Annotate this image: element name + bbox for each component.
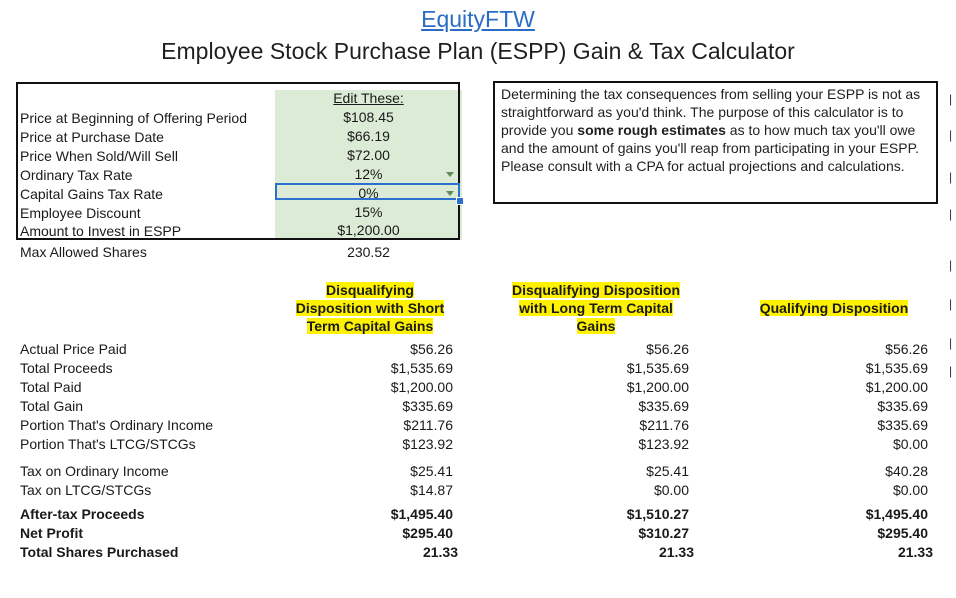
label-ordinary-income-portion: Portion That's Ordinary Income — [20, 417, 214, 433]
cell-col1-total-paid: $1,200.00 — [390, 379, 453, 395]
cell-col3-tax-ltcg: $0.00 — [892, 482, 928, 498]
cell-col1-actual-price: $56.26 — [410, 341, 453, 357]
equityftw-link[interactable]: EquityFTW — [421, 6, 535, 32]
cell-col3-ltcg-portion: $0.00 — [892, 436, 928, 452]
cell-col1-tax-ltcg: $14.87 — [410, 482, 453, 498]
label-price-beginning: Price at Beginning of Offering Period — [20, 110, 247, 126]
cell-col3-ordinary-portion: $335.69 — [877, 417, 928, 433]
column-header-qualifying: Qualifying Disposition — [759, 300, 909, 316]
cell-col1-after-tax: $1,495.40 — [390, 506, 453, 522]
cell-col2-ordinary-portion: $211.76 — [639, 417, 689, 433]
cell-col1-net-profit: $295.40 — [402, 525, 453, 541]
description-text-end: as to how much tax you'll owe and the amount of gains you'll reap from participating in your ESPP. Please consult with a CPA for actual projections and calculations. — [501, 122, 919, 174]
edit-these-label: Edit These: — [333, 90, 404, 106]
cell-col3-total-shares: 21.33 — [897, 544, 933, 560]
cell-col2-actual-price: $56.26 — [646, 341, 689, 357]
value-max-shares: 230.52 — [347, 244, 390, 260]
input-price-sold[interactable]: $72.00 — [347, 147, 390, 163]
clipped-right-edge: | — [949, 207, 953, 221]
clipped-right-edge: | — [949, 128, 953, 142]
label-capital-gains-tax: Capital Gains Tax Rate — [20, 186, 163, 202]
label-total-gain: Total Gain — [20, 398, 84, 414]
cell-col2-tax-ltcg: $0.00 — [653, 482, 689, 498]
cell-col3-total-paid: $1,200.00 — [865, 379, 928, 395]
label-employee-discount: Employee Discount — [20, 205, 141, 221]
cell-col3-total-gain: $335.69 — [877, 398, 928, 414]
cell-col2-tax-ordinary: $25.41 — [646, 463, 689, 479]
label-ltcg-stcg-portion: Portion That's LTCG/STCGs — [20, 436, 196, 452]
label-total-paid: Total Paid — [20, 379, 82, 395]
cell-col1-ordinary-portion: $211.76 — [403, 417, 453, 433]
chevron-down-icon[interactable] — [446, 191, 454, 196]
column-header-short-term: Disqualifying Disposition with Short Term Capital Gains — [295, 282, 445, 334]
clipped-right-edge: | — [949, 258, 953, 272]
cell-col2-total-gain: $335.69 — [638, 398, 689, 414]
cell-col3-tax-ordinary: $40.28 — [885, 463, 928, 479]
description-box — [493, 81, 938, 204]
clipped-right-edge: | — [949, 336, 953, 350]
cell-col3-net-profit: $295.40 — [877, 525, 928, 541]
cell-col3-total-proceeds: $1,535.69 — [865, 360, 928, 376]
selected-cell-outline — [275, 183, 460, 200]
label-net-profit: Net Profit — [20, 525, 83, 541]
input-employee-discount[interactable]: 15% — [354, 204, 383, 220]
clipped-right-edge: | — [949, 92, 953, 106]
description-text: Determining the tax consequences from selling your ESPP is not as straightforward as you'd think. The purpose of this calculator is to provide you — [501, 86, 921, 138]
label-total-shares: Total Shares Purchased — [20, 544, 179, 560]
label-price-purchase: Price at Purchase Date — [20, 129, 164, 145]
cell-col1-total-proceeds: $1,535.69 — [390, 360, 453, 376]
label-tax-ltcg: Tax on LTCG/STCGs — [20, 482, 152, 498]
cell-col3-actual-price: $56.26 — [885, 341, 928, 357]
page-title: Employee Stock Purchase Plan (ESPP) Gain & Tax Calculator — [161, 38, 795, 64]
cell-col2-ltcg-portion: $123.92 — [638, 436, 689, 452]
clipped-right-edge: | — [949, 170, 953, 184]
cell-col1-tax-ordinary: $25.41 — [410, 463, 453, 479]
cell-col2-total-proceeds: $1,535.69 — [626, 360, 689, 376]
cell-col2-total-paid: $1,200.00 — [626, 379, 689, 395]
label-after-tax-proceeds: After-tax Proceeds — [20, 506, 145, 522]
cell-col2-net-profit: $310.27 — [638, 525, 689, 541]
cell-col1-total-shares: 21.33 — [422, 544, 458, 560]
clipped-right-edge: | — [949, 297, 953, 311]
cell-col2-total-shares: 21.33 — [658, 544, 694, 560]
chevron-down-icon[interactable] — [446, 172, 454, 177]
clipped-right-edge: | — [949, 364, 953, 378]
description-bold: some rough estimates — [577, 122, 726, 138]
cell-col2-after-tax: $1,510.27 — [626, 506, 689, 522]
label-price-sold: Price When Sold/Will Sell — [20, 148, 178, 164]
cell-col3-after-tax: $1,495.40 — [865, 506, 928, 522]
label-ordinary-tax: Ordinary Tax Rate — [20, 167, 133, 183]
label-amount-invest: Amount to Invest in ESPP — [20, 223, 182, 239]
input-price-purchase[interactable]: $66.19 — [347, 128, 390, 144]
select-ordinary-tax[interactable]: 12% — [354, 166, 383, 182]
column-header-long-term: Disqualifying Disposition with Long Term Capital Gains — [511, 282, 680, 334]
label-actual-price-paid: Actual Price Paid — [20, 341, 127, 357]
label-tax-ordinary: Tax on Ordinary Income — [20, 463, 169, 479]
label-total-proceeds: Total Proceeds — [20, 360, 113, 376]
input-price-beginning[interactable]: $108.45 — [343, 109, 394, 125]
cell-col1-ltcg-portion: $123.92 — [402, 436, 453, 452]
cell-col1-total-gain: $335.69 — [402, 398, 453, 414]
select-capital-gains-tax[interactable]: 0% — [358, 185, 379, 201]
label-max-shares: Max Allowed Shares — [20, 244, 147, 260]
input-amount-invest[interactable]: $1,200.00 — [337, 222, 400, 238]
